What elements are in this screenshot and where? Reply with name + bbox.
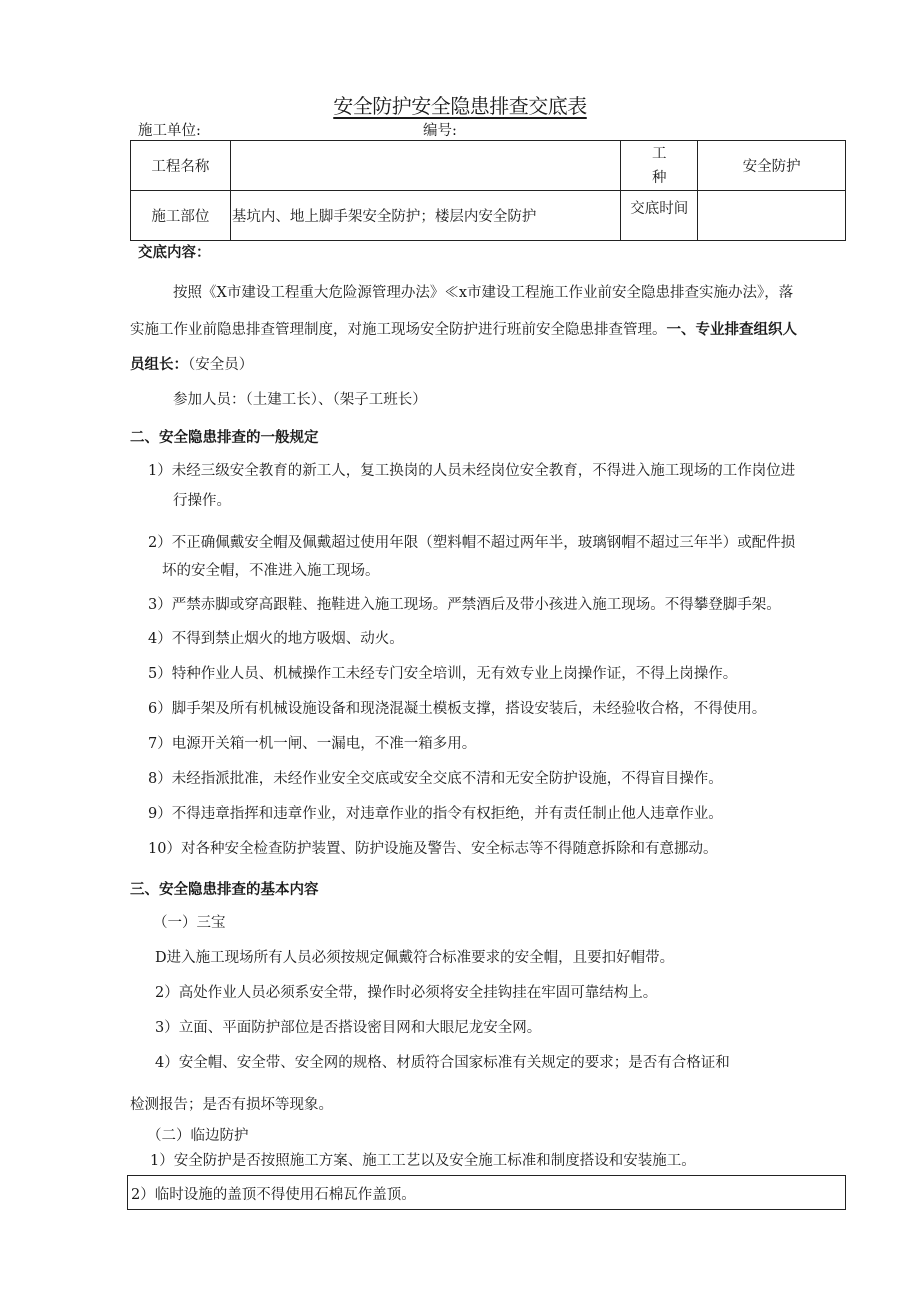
location-value: 基坑内、地上脚手架安全防护；楼层内安全防护 xyxy=(230,191,620,241)
content-label: 交底内容： xyxy=(138,245,211,261)
rule-item-2-cont: 坏的安全帽，不准进入施工现场。 xyxy=(162,563,380,579)
rule-item-9: 9）不得违章指挥和违章作业，对违章作业的指令有权拒绝，并有责任制止他人违章作业。 xyxy=(148,806,723,822)
subsection-edge-protection: （二）临边防护 xyxy=(147,1128,249,1144)
treasure-item-2: 2）高处作业人员必须系安全带，操作时必须将安全挂钩挂在牢固可靠结构上。 xyxy=(155,985,658,1001)
rule-item-1-cont: 行操作。 xyxy=(173,493,231,509)
rule-item-4: 4）不得到禁止烟火的地方吸烟、动火。 xyxy=(148,631,404,647)
section2-heading: 二、安全隐患排查的一般规定 xyxy=(130,430,319,446)
work-type-value: 安全防护 xyxy=(698,141,846,191)
intro-line-1: 按照《X市建设工程重大危险源管理办法》≪x市建设工程施工作业前安全隐患排查实施办法》，落 xyxy=(173,285,794,301)
edge-item-2: 2）临时设施的盖顶不得使用石棉瓦作盖顶。 xyxy=(131,1187,416,1203)
rule-item-2: 2）不正确佩戴安全帽及佩戴超过使用年限（塑料帽不超过两年半，玻璃钢帽不超过三年半）或配件损 xyxy=(148,535,796,551)
rule-item-3: 3）严禁赤脚或穿高跟鞋、拖鞋进入施工现场。严禁酒后及带小孩进入施工现场。不得攀登脚手架。 xyxy=(148,597,781,613)
rule-item-10: 10）对各种安全检查防护装置、防护设施及警告、安全标志等不得随意拆除和有意挪动。 xyxy=(148,841,718,857)
edge-item-1: 1）安全防护是否按照施工方案、施工工艺以及安全施工标准和制度搭设和安装施工。 xyxy=(150,1153,696,1169)
subsection-three-treasures: （一）三宝 xyxy=(153,915,226,931)
intro-line-2-text: 实施工作业前隐患排查管理制度，对施工现场安全防护进行班前安全隐患排查管理。 xyxy=(130,322,667,338)
project-name-value xyxy=(230,141,620,191)
treasure-item-1: D进入施工现场所有人员必须按规定佩戴符合标准要求的安全帽，且要扣好帽带。 xyxy=(155,950,675,966)
date-label: 交底时间 xyxy=(621,191,698,241)
rule-item-1: 1）未经三级安全教育的新工人，复工换岗的人员未经岗位安全教育，不得进入施工现场的工作岗位进 xyxy=(148,463,796,479)
participants: 参加人员：（土建工长）、（架子工班长） xyxy=(173,392,427,408)
serial-number-label: 编号: xyxy=(423,123,457,139)
document-title: 安全防护安全隐患排查交底表 xyxy=(333,94,587,118)
edge-item-2-box xyxy=(127,1175,846,1210)
location-label: 施工部位 xyxy=(131,191,231,241)
rule-item-5: 5）特种作业人员、机械操作工未经专门安全培训，无有效专业上岗操作证，不得上岗操作。 xyxy=(148,666,738,682)
treasure-item-3: 3）立面、平面防护部位是否搭设密目网和大眼尼龙安全网。 xyxy=(155,1020,542,1036)
work-type-label-line2: 种 xyxy=(651,169,667,186)
team-leader-value: （安全员） xyxy=(188,357,254,373)
date-value xyxy=(698,191,846,241)
intro-line-3 xyxy=(130,355,253,375)
project-name-label: 工程名称 xyxy=(131,141,231,191)
section1-heading: 一、专业排查组织人 xyxy=(666,322,797,338)
work-type-label xyxy=(621,141,698,191)
construction-unit-label: 施工单位: xyxy=(138,123,201,139)
section3-heading: 三、安全隐患排查的基本内容 xyxy=(130,882,319,898)
work-type-label-line1: 工 xyxy=(651,145,667,162)
intro-line-2 xyxy=(130,320,797,340)
treasure-item-4: 4）安全帽、安全带、安全网的规格、材质符合国家标准有关规定的要求；是否有合格证和 xyxy=(155,1055,730,1071)
team-leader-label: 员组长： xyxy=(130,357,188,373)
rule-item-8: 8）未经指派批准，未经作业安全交底或安全交底不清和无安全防护设施，不得盲目操作。 xyxy=(148,771,723,787)
treasure-item-4-cont: 检测报告；是否有损坏等现象。 xyxy=(130,1097,333,1113)
rule-item-6: 6）脚手架及所有机械设施设备和现浇混凝土模板支撑，搭设安装后，未经验收合格，不得使用。 xyxy=(148,701,767,717)
rule-item-7: 7）电源开关箱一机一闸、一漏电，不准一箱多用。 xyxy=(148,736,477,752)
header-table xyxy=(130,140,846,241)
